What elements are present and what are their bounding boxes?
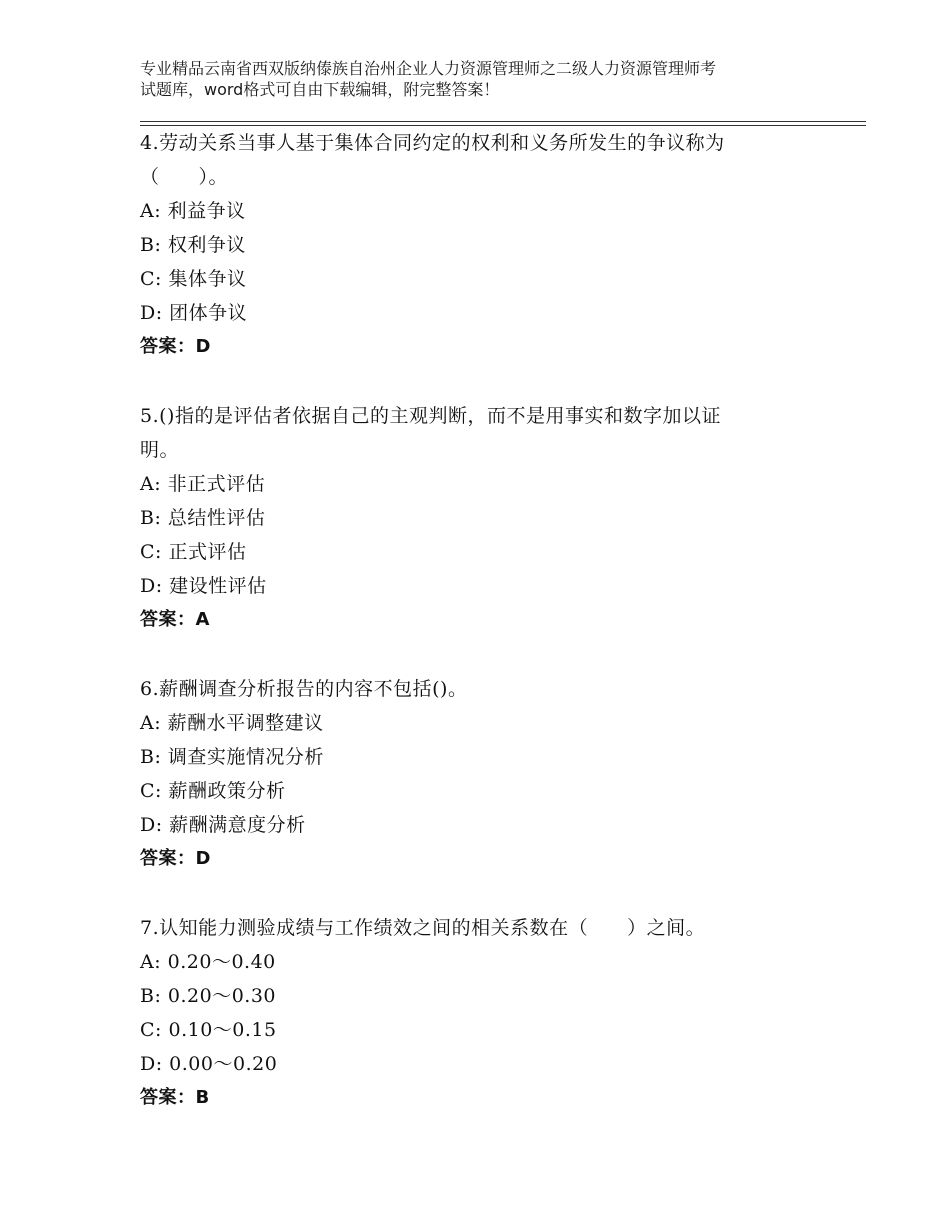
header-divider-top — [140, 121, 866, 122]
option-c: C: 0.10～0.15 — [140, 1019, 277, 1041]
document-header — [140, 58, 860, 100]
option-a: A: 薪酬水平调整建议 — [140, 712, 324, 734]
question-text-continued: 明。 — [140, 439, 180, 461]
answer: 答案：B — [140, 1087, 210, 1108]
answer: 答案：D — [140, 848, 211, 869]
question-block — [140, 911, 830, 1115]
option-b: B: 权利争议 — [140, 234, 246, 256]
header-line-1: 专业精品云南省西双版纳傣族自治州企业人力资源管理师之二级人力资源管理师考 — [140, 59, 717, 78]
option-a: A: 非正式评估 — [140, 473, 266, 495]
question-block — [140, 399, 830, 637]
answer: 答案：A — [140, 609, 210, 630]
option-b: B: 总结性评估 — [140, 507, 266, 529]
option-d: D: 0.00～0.20 — [140, 1053, 278, 1075]
option-d: D: 团体争议 — [140, 302, 248, 324]
question-text: 6.薪酬调查分析报告的内容不包括()。 — [140, 678, 468, 700]
option-b: B: 调查实施情况分析 — [140, 746, 324, 768]
question-block — [140, 672, 830, 876]
question-text-continued: （ ）。 — [140, 166, 229, 188]
answer: 答案：D — [140, 336, 211, 357]
question-block — [140, 126, 830, 364]
question-text: 5.()指的是评估者依据自己的主观判断，而不是用事实和数字加以证 — [140, 405, 721, 427]
question-text: 4.劳动关系当事人基于集体合同约定的权利和义务所发生的争议称为 — [140, 132, 725, 154]
header-line-2: 试题库，word格式可自由下载编辑，附完整答案！ — [140, 80, 500, 99]
option-c: C: 正式评估 — [140, 541, 247, 563]
option-a: A: 利益争议 — [140, 200, 246, 222]
option-d: D: 建设性评估 — [140, 575, 267, 597]
question-text: 7.认知能力测验成绩与工作绩效之间的相关系数在（ ）之间。 — [140, 917, 706, 939]
option-c: C: 集体争议 — [140, 268, 247, 290]
option-a: A: 0.20～0.40 — [140, 951, 276, 973]
option-b: B: 0.20～0.30 — [140, 985, 277, 1007]
option-d: D: 薪酬满意度分析 — [140, 814, 306, 836]
option-c: C: 薪酬政策分析 — [140, 780, 286, 802]
